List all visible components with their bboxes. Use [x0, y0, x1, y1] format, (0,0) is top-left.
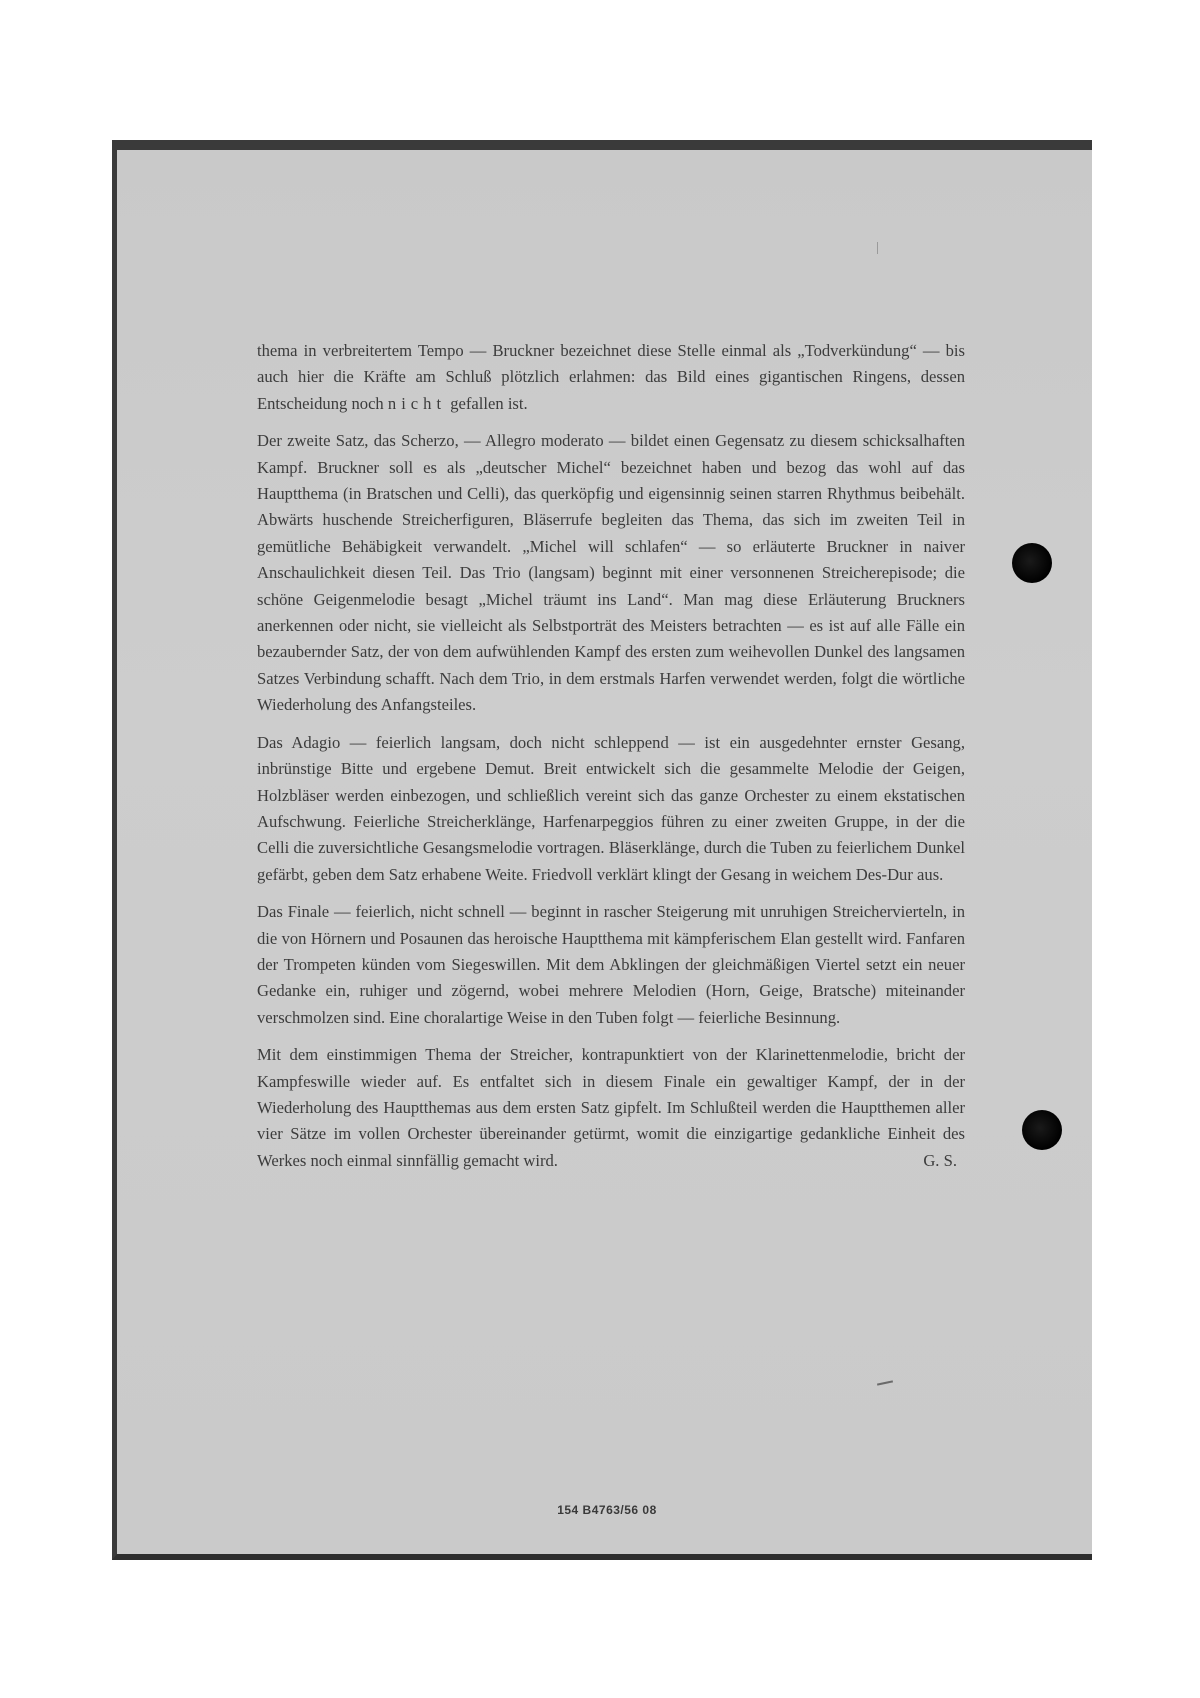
- spaced-emphasis: nicht: [387, 393, 447, 413]
- pen-mark: [877, 1380, 893, 1385]
- punch-hole-bottom: [1022, 1110, 1062, 1150]
- paragraph-3: Das Adagio — feierlich langsam, doch nicht schleppend — ist ein ausgedehnter ernster Gesang, inbrünstige Bitte und ergebene Demut. Breit entwickelt sich die gesammelte Melodie der Geigen, Holzbläser werden einbezogen, und schließlich vereint sich das ganze Orchester zu einem ekstatischen Aufschwung. Feierliche Streicherklänge, Harfenarpeggios führen zu einer zweiten Gruppe, in der die Celli die zuversichtliche Gesangsmelodie vortragen. Bläserklänge, durch die Tuben zu feierlichem Dunkel gefärbt, geben dem Satz erhabene Weite. Friedvoll verklärt klingt der Gesang in weichem Des-Dur aus.: [257, 732, 965, 884]
- smudge-mark: [877, 242, 878, 254]
- paragraph-5: [257, 1042, 965, 1174]
- paragraph-4: Das Finale — feierlich, nicht schnell — beginnt in rascher Steigerung mit unruhigen Streichervierteln, in die von Hörnern und Posaunen das heroische Hauptthema mit kämpferischem Elan gestellt wird. Fanfaren der Trompeten künden vom Siegeswillen. Mit dem Abklingen der gleichmäßigen Viertel setzt ein neuer Gedanke ein, ruhiger und zögernd, wobei mehrere Melodien (Horn, Geige, Bratsche) miteinander verschmolzen sind. Eine choralartige Weise in den Tuben folgt — feierliche Besinnung.: [257, 902, 965, 1027]
- paragraph-2: Der zweite Satz, das Scherzo, — Allegro moderato — bildet einen Gegensatz zu diesem schicksalhaften Kampf. Bruckner soll es als „deutscher Michel“ bezeichnet haben und bezog das wohl auf das Hauptthema (in Bratschen und Celli), das querköpfig und eigensinnig seinen starren Rhythmus beibehält. Abwärts huschende Streicherfiguren, Bläserrufe begleiten das Thema, das sich im zweiten Teil in gemütliche Behäbigkeit verwandelt. „Michel will schlafen“ — so erläuterte Bruckner in naiver Anschaulichkeit diesen Teil. Das Trio (langsam) beginnt mit einer versonnenen Streicherepisode; die schöne Geigenmelodie besagt „Michel träumt ins Land“. Man mag diese Erläuterung Bruckners anerkennen oder nicht, sie vielleicht als Selbstporträt des Meisters betrachten — es ist auf alle Fälle ein bezaubernder Satz, der von dem aufwühlenden Kampf des ersten zum weihevollen Dunkel des langsamen Satzes Verbindung schafft. Nach dem Trio, in dem erstmals Harfen verwendet werden, folgt die wörtliche Wiederholung des Anfangsteiles.: [257, 431, 965, 715]
- author-signature: G. S.: [923, 1150, 957, 1170]
- print-code: 154 B4763/56 08: [557, 1503, 657, 1517]
- paragraph-5-text: Mit dem einstimmigen Thema der Streicher, kontrapunktiert von der Klarinettenmelodie, bricht der Kampfeswille wieder auf. Es entfaltet sich in diesem Finale ein gewaltiger Kampf, der in der Wiederholung des Hauptthemas aus dem ersten Satz gipfelt. Im Schlußteil werden die Hauptthemen aller vier Sätze im vollen Orchester übereinander getürmt, womit die einzigartige gedankliche Einheit des Werkes noch einmal sinnfällig gemacht wird.: [257, 1045, 965, 1170]
- paragraph-1-end: gefallen ist.: [450, 393, 528, 413]
- body-text: [257, 338, 965, 1185]
- paragraph-1-text: thema in verbreitertem Tempo — Bruckner bezeichnet diese Stelle einmal als „Todverkündung“ — bis auch hier die Kräfte am Schluß plötzlich erlahmen: das Bild eines gigantischen Ringens, dessen Entscheidung noch: [257, 341, 965, 413]
- paper-sheet: [112, 140, 1092, 1560]
- paragraph-1: [257, 338, 965, 417]
- punch-hole-top: [1012, 543, 1052, 583]
